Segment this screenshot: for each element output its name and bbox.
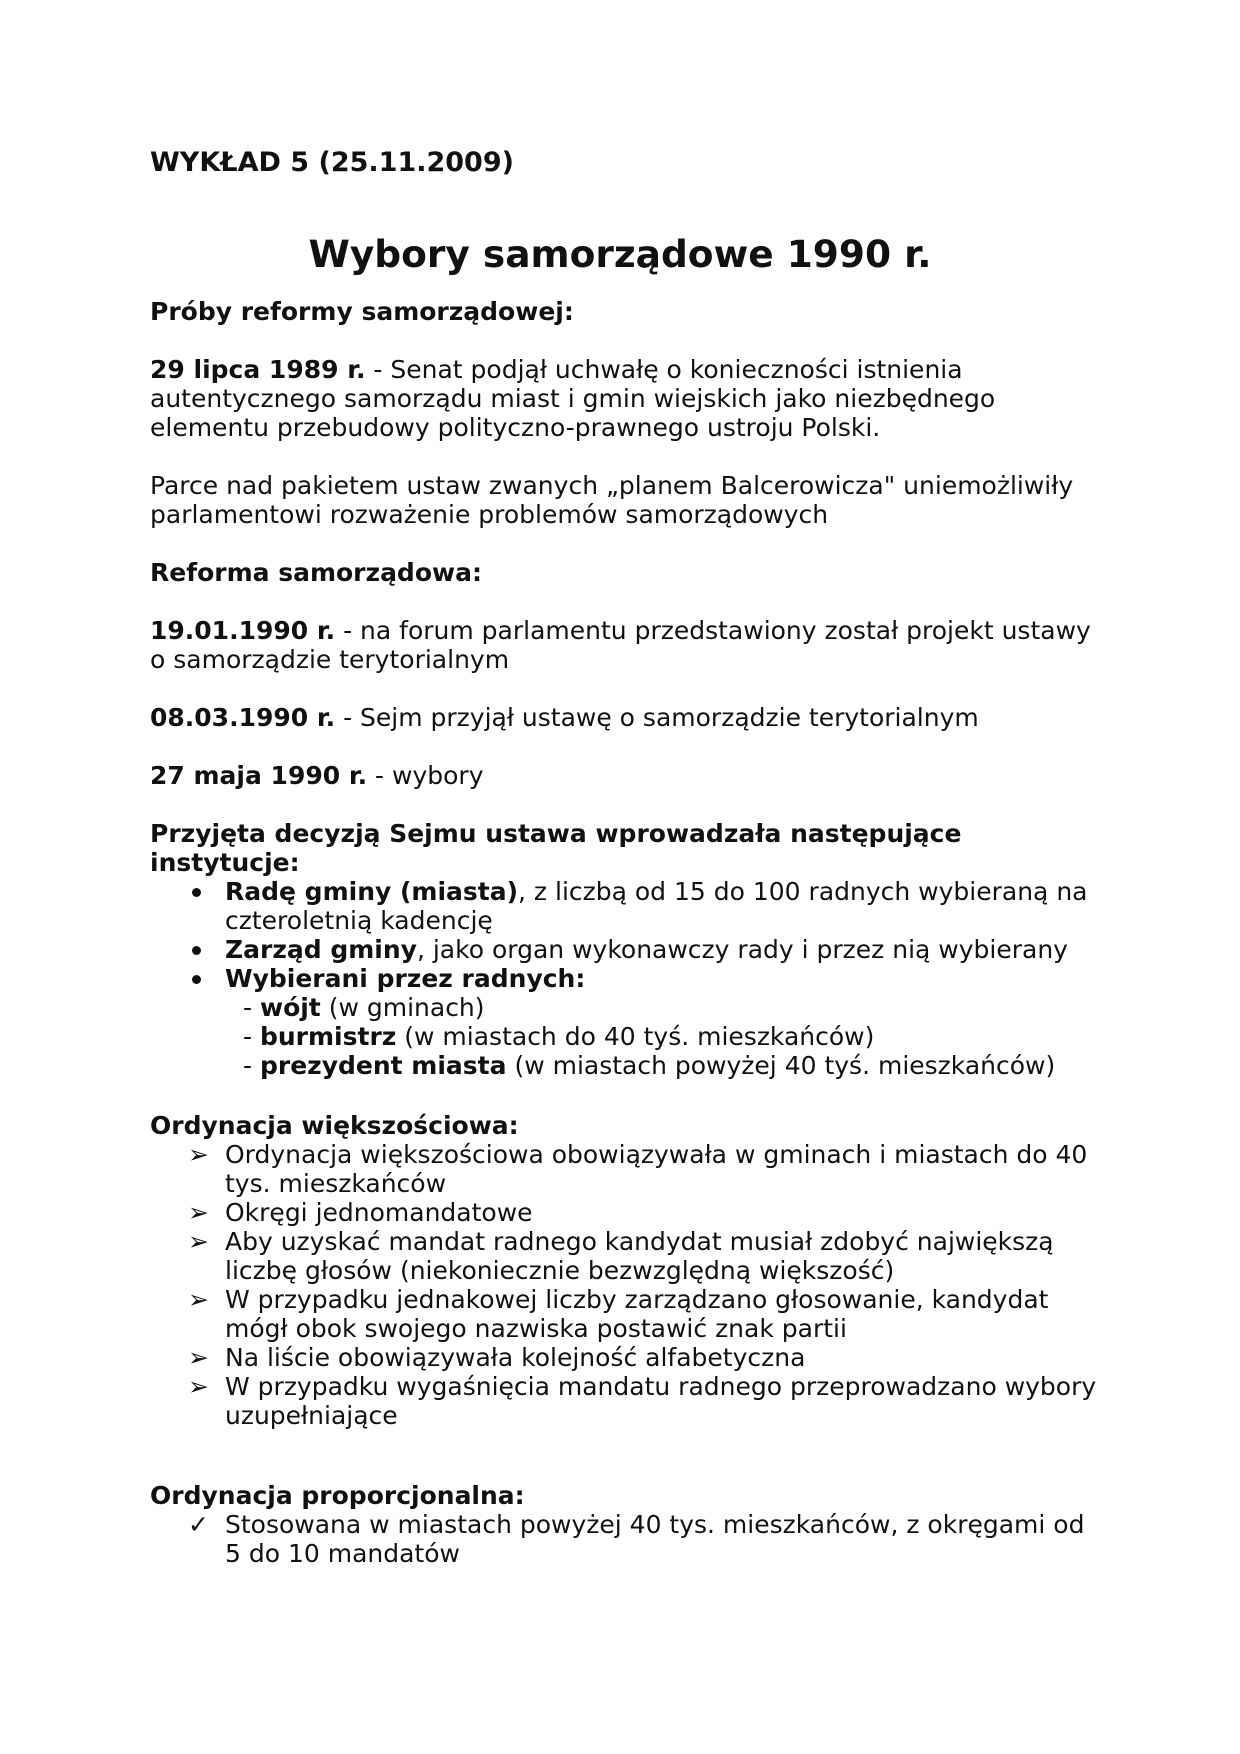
attempts-paragraph-2: Parce nad pakietem ustaw zwanych „planem Balcerowicza" uniemożliwiły parlamentowi rozważenie problemów samorządowych xyxy=(150,471,1074,529)
majoritarian-heading: Ordynacja większościowa: xyxy=(150,1111,519,1140)
sub-item-president-bold: prezydent miasta xyxy=(259,1051,507,1080)
list-item-text: W przypadku jednakowej liczby zarządzano głosowanie, kandydat mógł obok swojego nazwiska postawić znak partii xyxy=(225,1285,1049,1343)
list-item-text: Na liście obowiązywała kolejność alfabetyczna xyxy=(225,1343,806,1372)
arrow-bullet-icon: ➢ xyxy=(188,1198,209,1227)
list-item-text: W przypadku wygaśnięcia mandatu radnego przeprowadzano wybory uzupełniające xyxy=(225,1372,1097,1430)
date-27-05-1990: 27 maja 1990 r. xyxy=(150,761,368,790)
list-item-text: Okręgi jednomandatowe xyxy=(225,1198,533,1227)
sub-item-mayor xyxy=(225,1022,1100,1051)
list-item xyxy=(150,1510,1100,1568)
institution-elected: Wybierani przez radnych: xyxy=(225,964,586,993)
date-08-03-1990: 08.03.1990 r. xyxy=(150,703,336,732)
list-item xyxy=(150,964,1100,1080)
list-item xyxy=(150,1372,1100,1430)
reform-event-1 xyxy=(150,616,1100,674)
institutions-list xyxy=(150,877,1100,1080)
institution-board: Zarząd gminy xyxy=(225,935,417,964)
arrow-bullet-icon: ➢ xyxy=(188,1227,209,1256)
institution-board-text: , jako organ wykonawczy rady i przez nią wybierany xyxy=(416,935,1068,964)
list-item-text: Aby uzyskać mandat radnego kandydat musiał zdobyć największą liczbę głosów (niekoniecznie bezwzględną większość) xyxy=(225,1227,1054,1285)
list-item-text: Ordynacja większościowa obowiązywała w gminach i miastach do 40 tys. mieszkańców xyxy=(225,1140,1088,1198)
lecture-subtitle: Wybory samorządowe 1990 r. xyxy=(308,232,932,276)
reform-event-1-text: - na forum parlamentu przedstawiony został projekt ustawy o samorządzie terytorialnym xyxy=(150,616,1091,674)
list-item-text: Stosowana w miastach powyżej 40 tys. mieszkańców, z okręgami od 5 do 10 mandatów xyxy=(225,1510,1085,1568)
date-19-01-1990: 19.01.1990 r. xyxy=(150,616,336,645)
sub-item-voit-bold: wójt xyxy=(259,993,321,1022)
list-item xyxy=(150,1227,1100,1285)
attempts-heading: Próby reformy samorządowej: xyxy=(150,297,574,326)
reform-event-3-text: - wybory xyxy=(367,761,484,790)
check-bullet-icon: ✓ xyxy=(188,1510,209,1539)
sub-item-mayor-text: (w miastach do 40 tyś. mieszkańców) xyxy=(396,1022,875,1051)
list-item xyxy=(150,1198,1100,1227)
attempts-paragraph-1-text: - Senat podjął uchwałę o konieczności istnienia autentycznego samorządu miast i gmin wiejskich jako niezbędnego elementu przebudowy polityczno-prawnego ustroju Polski. xyxy=(150,355,996,442)
arrow-bullet-icon: ➢ xyxy=(188,1285,209,1314)
list-item xyxy=(150,1140,1100,1198)
list-item xyxy=(150,1285,1100,1343)
arrow-bullet-icon: ➢ xyxy=(188,1343,209,1372)
proportional-heading: Ordynacja proporcjonalna: xyxy=(150,1481,525,1510)
arrow-bullet-icon: ➢ xyxy=(188,1140,209,1169)
list-item xyxy=(150,1343,1100,1372)
attempts-paragraph-1 xyxy=(150,355,1100,442)
list-item xyxy=(150,935,1100,964)
lecture-title: WYKŁAD 5 (25.11.2009) xyxy=(150,147,514,178)
reform-event-2-text: - Sejm przyjął ustawę o samorządzie terytorialnym xyxy=(335,703,979,732)
sub-item-president xyxy=(225,1051,1100,1080)
institution-council: Radę gminy (miasta) xyxy=(225,877,519,906)
date-1989: 29 lipca 1989 r. xyxy=(150,355,366,384)
proportional-list xyxy=(150,1510,1100,1568)
institutions-heading: Przyjęta decyzją Sejmu ustawa wprowadzała następujące instytucje: xyxy=(150,819,962,877)
sub-item-voit-text: (w gminach) xyxy=(320,993,485,1022)
sub-item-voit xyxy=(225,993,1100,1022)
reform-event-3 xyxy=(150,761,1100,790)
majoritarian-list xyxy=(150,1140,1100,1430)
sub-item-president-text: (w miastach powyżej 40 tyś. mieszkańców) xyxy=(506,1051,1056,1080)
dash-marker: - xyxy=(243,1051,260,1080)
reform-event-2 xyxy=(150,703,1100,732)
dash-marker: - xyxy=(243,993,260,1022)
sub-item-mayor-bold: burmistrz xyxy=(259,1022,397,1051)
institution-council-text: , z liczbą od 15 do 100 radnych wybieraną na czteroletnią kadencję xyxy=(225,877,1088,935)
arrow-bullet-icon: ➢ xyxy=(188,1372,209,1401)
dash-marker: - xyxy=(243,1022,260,1051)
list-item xyxy=(150,877,1100,935)
reform-heading: Reforma samorządowa: xyxy=(150,558,482,587)
